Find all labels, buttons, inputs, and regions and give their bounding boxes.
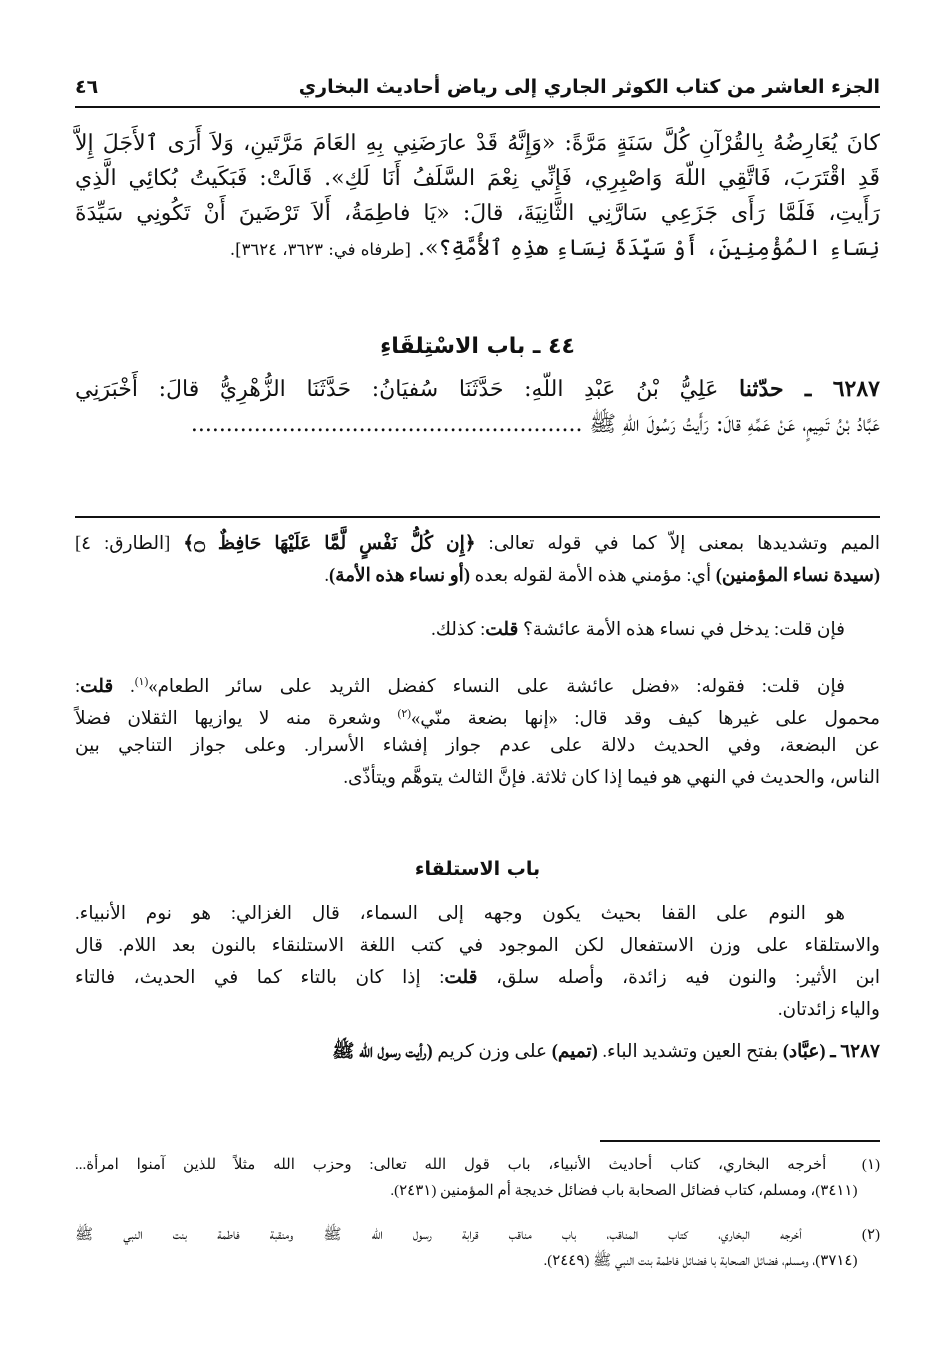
text-segment: نِسَاءِ المُؤْمِنِينَ، أَوْ سَيِّدَةَ نِسَاءِ هذِهِ ٱلأُمَّةِ؟». [410, 236, 880, 261]
text-segment: ابن الأثير: والنون فيه زائدة، وأصله سلق، [477, 968, 881, 988]
text-segment: [الطارق: ٤] [75, 534, 184, 554]
text-line [75, 407, 880, 442]
header-rule [75, 106, 880, 108]
text-segment: بفتح العين وتشديد الباء. [597, 1042, 783, 1062]
text-segment: : إذا كان بالتاء كما في الحديث، فالتاء [75, 968, 445, 988]
text-segment: (٢) أخرجه البخاري، كتاب المناقب، باب مناقب قرابة رسول الله ﷺ ومنقبة فاطمة بنت النبي ﷺ [75, 1227, 880, 1243]
text-line [75, 196, 880, 231]
bold-text: (أو نساء هذه الأمة) [329, 566, 470, 586]
text-segment: عَلِيُّ بْنُ عَبْدِ اللّهِ: حَدَّثَنَا سُفيَانُ: حَدَّثَنَا الزُّهْرِيُّ قالَ: أَخْبَرَنِي [75, 377, 739, 402]
book-title: الجزء العاشر من كتاب الكوثر الجاري إلى رياض أحاديث البخاري [298, 76, 880, 98]
text-line [75, 1248, 880, 1274]
bold-text: قلت [444, 968, 478, 988]
bold-text: (سيدة نساء المؤمنين) [715, 566, 880, 586]
text-line [75, 698, 880, 730]
text-segment: (١) أخرجه البخاري، كتاب أحاديث الأنبياء، باب قول الله تعالى: وحزب الله مثلاً للذين آمنوا امرأة... [75, 1157, 880, 1173]
text-segment: الميم وتشديدها بمعنى إلاّ كما في قوله تعالى: [475, 534, 880, 554]
text-segment: الناس، والحديث في النهي هو فيما إذا كان ثلاثة. فإنَّ الثالث يتوهَّم ويتأذّى. [343, 768, 880, 788]
page-number: ٤٦ [75, 76, 99, 98]
text-line [75, 930, 880, 962]
commentary-heading: باب الاستلقاء [414, 858, 541, 880]
text-segment: . [324, 566, 330, 586]
text-segment: : [75, 677, 81, 698]
text-line [75, 372, 880, 407]
footnote-rule [600, 1140, 880, 1142]
text-segment: قَدِ اقْتَرَبَ، فَاتَّقِي اللّهَ وَاصْبِرِي، فَإِنِّي نِعْمَ السَّلَفُ أَنَا لَكِ». قَالَتْ: فَبَكَيتُ بُكائِي الَّذِي [75, 166, 880, 191]
text-line [75, 560, 880, 592]
text-segment: (٣٤١١)، ومسلم، كتاب فضائل الصحابة باب فضائل خديجة أم المؤمنين (٢٤٣١). [390, 1183, 880, 1199]
text-segment: أي: مؤمني هذه الأمة لقوله بعده [469, 566, 716, 586]
text-segment: رَأَيتِ، فَلَمَّا رَأَى جَزَعِي سَارَّنِي الثَّانِيَةَ، قالَ: «يَا فاطِمَةُ، أَلاَ تَرْضَينَ أَنْ تَكُونِي سَيِّدَةَ [75, 201, 880, 226]
text-line [75, 161, 880, 196]
text-line [75, 528, 880, 560]
footnote-ref: (٢) [397, 708, 411, 720]
bold-text: ﴿إِن كُلُّ نَفْسٍ لَّمَّا عَلَيْهَا حَافِظٌ ۝﴾ [183, 534, 476, 554]
text-segment: والياء زائدتان. [777, 1000, 880, 1020]
text-segment: عَبَّادُ بْنُ تَمِيمٍ، عَنْ عَمِّهِ قالَ: رَأَيتُ رَسُولَ اللّهِ ﷺ ........................................................ [190, 412, 880, 437]
text-line [75, 231, 880, 266]
text-segment: عن البضعة، وفي الحديث دلالة على عدم جواز إفشاء الأسرار. وعلى جواز التناجي بين [75, 736, 880, 756]
commentary-rule [75, 516, 880, 518]
text-segment: وشعرة منه لا يوازيها الثقلان فضلاً [75, 709, 398, 730]
text-segment: فإن قلت: يدخل في نساء هذه الأمة عائشة؟ [518, 620, 845, 640]
text-segment: فإن قلت: فقوله: «فضل عائشة على النساء كفضل الثريد على سائر الطعام» [148, 677, 845, 698]
footnote-ref: (١) [134, 676, 149, 688]
running-header [75, 70, 880, 104]
text-segment: كانَ يُعَارِضُهُ بِالقُرْآنِ كُلَّ سَنَةٍ مَرَّةً: «وَإِنَّهُ قَدْ عارَضَنِي بِهِ العَامَ مَرَّتَينِ، وَلاَ أَرَى ٱلأَجَلَ إِلاَّ [75, 131, 880, 156]
text-line [75, 614, 845, 646]
text-line [75, 730, 880, 762]
bold-text: (رأيت رسول الله ﷺ [332, 1042, 433, 1062]
text-segment: [طرفاه في: ٣٦٢٣، ٣٦٢٤]. [229, 240, 411, 259]
text-line [75, 1222, 880, 1248]
bold-text: قلت [485, 620, 519, 640]
text-line [75, 762, 880, 794]
text-segment: على وزن كريم [432, 1042, 552, 1062]
text-segment: محمول على غيرها كيف وقد قال: «إنها بضعة منّي» [410, 709, 880, 730]
text-line [75, 1152, 880, 1178]
bold-text: ٦٢٨٧ ـ حدّثنا [739, 376, 880, 402]
text-segment: هو النوم على القفا بحيث يكون وجهه إلى السماء، قال الغزالي: هو نوم الأنبياء. [75, 904, 845, 924]
text-line [75, 666, 845, 698]
bold-text: (تميم) [551, 1042, 598, 1062]
text-segment: : كذلك. [431, 620, 486, 640]
text-segment: . [113, 677, 135, 698]
text-line [75, 994, 880, 1026]
bold-text: ٦٢٨٧ ـ (عبَّاد) [782, 1042, 880, 1062]
text-line [75, 1036, 880, 1068]
text-segment: والاستلقاء على وزن الاستفعال لكن الموجود في كتب اللغة الاستلنقاء بالنون بعد اللام. قال [75, 936, 880, 956]
text-line [75, 126, 880, 161]
text-line [75, 1178, 880, 1204]
bold-text: قلت [80, 677, 114, 698]
text-line [75, 962, 880, 994]
text-segment: (٣٧١٤)، ومسلم، فضائل الصحابة با فضائل فاطمة بنت النبي ﷺ (٢٤٤٩). [543, 1253, 880, 1269]
text-line [75, 898, 845, 930]
chapter-heading: ٤٤ ـ باب الاسْتِلقَاءِ [380, 334, 575, 359]
